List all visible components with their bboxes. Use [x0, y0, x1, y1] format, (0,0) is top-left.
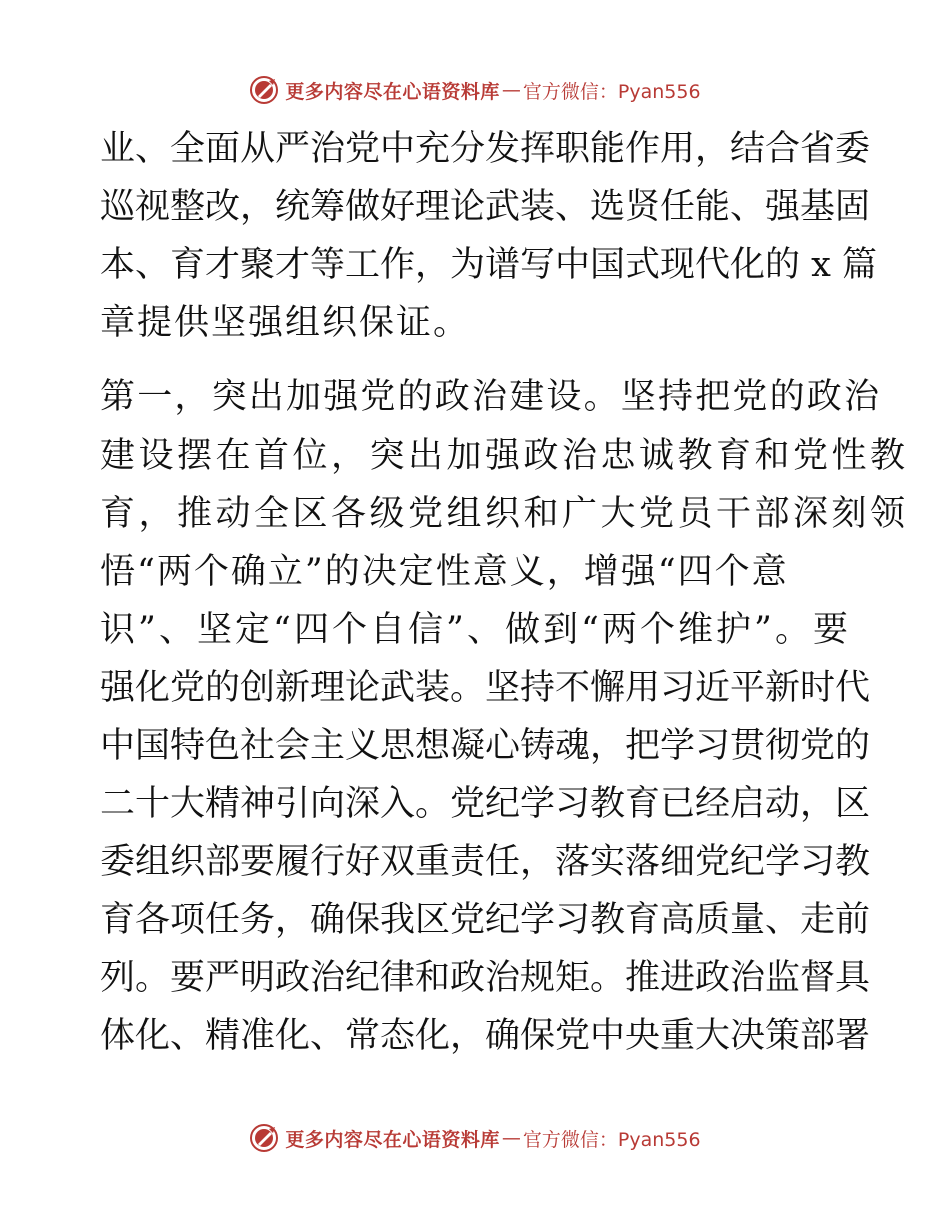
- text-line: 本、育才聚才等工作，为谱写中国式现代化的 x 篇: [100, 245, 877, 285]
- footer-dash: —: [501, 1127, 521, 1149]
- text-line: 强化党的创新理论武装。坚持不懈用习近平新时代: [100, 668, 871, 708]
- text-line: 建设摆在首位，突出加强政治忠诚教育和党性教: [100, 436, 909, 476]
- footer-contact-text: 官方微信：Pyan556: [522, 1128, 701, 1151]
- quill-logo-icon: [249, 75, 279, 105]
- text-line: 业、全面从严治党中充分发挥职能作用，结合省委: [100, 129, 871, 169]
- header-banner: [0, 70, 950, 110]
- quill-logo-icon: [249, 1123, 279, 1153]
- footer-banner: [0, 1118, 950, 1158]
- text-line: 识”、坚定“四个自信”、做到“两个维护”。要: [100, 610, 848, 650]
- text-line: 育，推动全区各级党组织和广大党员干部深刻领: [100, 494, 909, 534]
- text-line: 委组织部要履行好双重责任，落实落细党纪学习教: [100, 842, 871, 882]
- text-line: 列。要严明政治纪律和政治规矩。推进政治监督具: [100, 958, 871, 998]
- header-brand-text: 更多内容尽在心语资料库: [285, 80, 500, 103]
- text-line: 二十大精神引向深入。党纪学习教育已经启动，区: [100, 784, 871, 824]
- footer-brand-text: 更多内容尽在心语资料库: [285, 1128, 500, 1151]
- text-line: 第一，突出加强党的政治建设。坚持把党的政治: [100, 377, 882, 417]
- text-line: 巡视整改，统筹做好理论武装、选贤任能、强基固: [100, 187, 871, 227]
- header-dash: —: [501, 79, 521, 101]
- text-line: 悟“两个确立”的决定性意义，增强“四个意: [100, 552, 789, 592]
- text-line: 体化、精准化、常态化，确保党中央重大决策部署: [100, 1016, 871, 1056]
- text-line: 中国特色社会主义思想凝心铸魂，把学习贯彻党的: [100, 726, 871, 766]
- header-contact-text: 官方微信：Pyan556: [522, 80, 701, 103]
- text-line: 育各项任务，确保我区党纪学习教育高质量、走前: [100, 900, 871, 940]
- text-line: 章提供坚强组织保证。: [100, 303, 471, 343]
